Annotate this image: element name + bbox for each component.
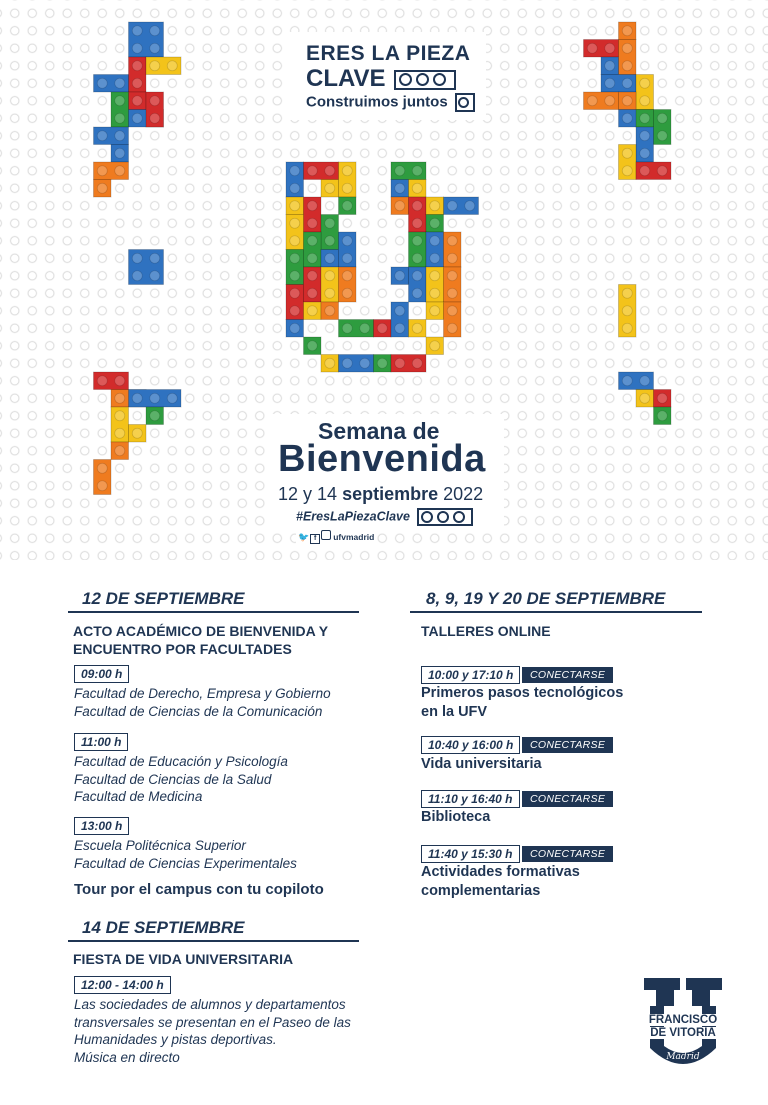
lego-stud [97, 183, 107, 193]
facebook-icon: f [310, 534, 320, 544]
lego-stud [587, 43, 597, 53]
lego-stud [395, 358, 405, 368]
description-line: Música en directo [74, 1049, 180, 1065]
lego-stud [307, 236, 317, 246]
lego-stud [430, 271, 440, 281]
workshop-line: complementarias [421, 883, 541, 899]
lego-stud [290, 323, 300, 333]
lego-stud [430, 288, 440, 298]
lego-stud [395, 201, 405, 211]
lego-stud [150, 26, 160, 36]
lego-stud [290, 288, 300, 298]
faculty-item: Facultad de Derecho, Empresa y Gobierno [74, 686, 331, 701]
lego-stud [605, 78, 615, 88]
faculty-item: Facultad de Educación y Psicología [74, 754, 288, 769]
lego-stud [115, 78, 125, 88]
slogan-line2 [306, 65, 456, 93]
lego-stud [412, 271, 422, 281]
lego-stud [115, 131, 125, 141]
lego-stud [395, 306, 405, 316]
logo-line1: FRANCISCO [640, 1014, 726, 1026]
divider [68, 611, 359, 613]
slogan-line3 [306, 93, 475, 112]
lego-stud [132, 428, 142, 438]
workshop-line: Biblioteca [421, 809, 491, 825]
lego-stud [132, 253, 142, 263]
lego-stud [447, 236, 457, 246]
lego-stud [150, 393, 160, 403]
date-12-sept: 12 DE SEPTIEMBRE [82, 589, 245, 608]
time-badge: 13:00 h [74, 817, 129, 835]
lego-stud [167, 393, 177, 403]
lego-stud [377, 358, 387, 368]
lego-stud [447, 323, 457, 333]
time-badge: 09:00 h [74, 665, 129, 683]
lego-stud [412, 323, 422, 333]
hashtag-row [296, 508, 473, 526]
twitter-icon: 🐦 [298, 532, 310, 542]
dates-prefix: 12 y 14 [278, 484, 338, 504]
time-badge: 11:40 y 15:30 h [421, 845, 520, 863]
lego-stud [290, 236, 300, 246]
lego-stud [132, 271, 142, 281]
event-dates [278, 484, 483, 505]
time-badge: 12:00 - 14:00 h [74, 976, 171, 994]
logo-script: Madrid [666, 1052, 700, 1062]
section-title-fiesta: FIESTA DE VIDA UNIVERSITARIA [73, 951, 294, 967]
lego-stud [132, 393, 142, 403]
section-title-acto [73, 622, 328, 658]
campus-tour: Tour por el campus con tu copiloto [74, 881, 324, 898]
lego-stud [97, 166, 107, 176]
faculty-item: Escuela Politécnica Superior [74, 838, 246, 853]
lego-stud [307, 306, 317, 316]
dates-month: septiembre [342, 484, 439, 504]
lego-stud [465, 201, 475, 211]
lego-stud [430, 236, 440, 246]
lego-stud [325, 218, 335, 228]
lego-stud [657, 131, 667, 141]
lego-stud [395, 323, 405, 333]
slogan-clave: CLAVE [306, 65, 386, 92]
lego-stud [290, 201, 300, 211]
lego-stud [587, 96, 597, 106]
lego-stud [360, 358, 370, 368]
lego-stud [430, 253, 440, 263]
lego-stud [412, 201, 422, 211]
connect-button[interactable]: CONECTARSE [522, 737, 613, 753]
lego-stud [342, 323, 352, 333]
lego-stud [430, 306, 440, 316]
lego-stud [657, 393, 667, 403]
section-title-talleres: TALLERES ONLINE [421, 623, 551, 639]
time-badge: 11:10 y 16:40 h [421, 790, 520, 808]
lego-stud [115, 113, 125, 123]
lego-piece-small-icon [417, 508, 473, 526]
lego-stud [622, 323, 632, 333]
lego-stud [132, 43, 142, 53]
lego-stud [290, 218, 300, 228]
lego-stud [307, 166, 317, 176]
event-title: Bienvenida [278, 438, 486, 480]
lego-stud [377, 323, 387, 333]
time-badge: 10:00 y 17:10 h [421, 666, 520, 684]
time-badge: 11:00 h [74, 733, 128, 751]
lego-stud [115, 446, 125, 456]
lego-stud [412, 183, 422, 193]
lego-stud [150, 113, 160, 123]
lego-stud [115, 166, 125, 176]
date-14-sept: 14 DE SEPTIEMBRE [82, 918, 245, 937]
lego-stud [605, 61, 615, 71]
workshop-line: Vida universitaria [421, 756, 542, 772]
lego-stud [307, 288, 317, 298]
divider [410, 611, 702, 613]
lego-stud [150, 43, 160, 53]
lego-stud [150, 96, 160, 106]
lego-piece-icon [394, 70, 456, 90]
lego-stud [412, 236, 422, 246]
lego-stud [325, 183, 335, 193]
lego-stud [325, 271, 335, 281]
lego-stud [325, 358, 335, 368]
workshop-title [421, 755, 542, 774]
social-handle: ufvmadrid [333, 532, 375, 542]
lego-stud [342, 201, 352, 211]
faculty-item: Facultad de Ciencias Experimentales [74, 855, 297, 871]
lego-stud [325, 166, 335, 176]
lego-stud [447, 201, 457, 211]
lego-stud [150, 271, 160, 281]
lego-stud [150, 253, 160, 263]
lego-stud [640, 393, 650, 403]
lego-stud [307, 253, 317, 263]
workshop-line: Primeros pasos tecnológicos [421, 685, 624, 701]
lego-stud [132, 78, 142, 88]
workshop-title [421, 684, 623, 722]
dates-year: 2022 [443, 484, 484, 504]
lego-stud [430, 218, 440, 228]
lego-stud [640, 376, 650, 386]
lego-stud [325, 306, 335, 316]
lego-stud [360, 323, 370, 333]
lego-stud [132, 26, 142, 36]
divider [68, 940, 359, 942]
logo-line2: DE VITORIA [640, 1027, 726, 1039]
lego-stud [640, 96, 650, 106]
lego-stud [622, 288, 632, 298]
lego-stud [115, 376, 125, 386]
lego-stud [97, 481, 107, 491]
lego-stud [342, 358, 352, 368]
lego-stud [430, 341, 440, 351]
lego-stud [605, 96, 615, 106]
workshop-line: Actividades formativas [421, 864, 580, 880]
lego-stud [605, 43, 615, 53]
lego-stud [622, 43, 632, 53]
lego-stud [115, 96, 125, 106]
lego-stud [447, 253, 457, 263]
description-line: Las sociedades de alumnos y departamentos [74, 997, 346, 1012]
lego-stud [395, 183, 405, 193]
faculty-item: Facultad de Ciencias de la Salud [74, 771, 272, 787]
lego-stud [342, 166, 352, 176]
connect-button[interactable]: CONECTARSE [522, 846, 613, 862]
lego-stud [290, 271, 300, 281]
lego-stud [290, 183, 300, 193]
lego-stud [657, 411, 667, 421]
lego-stud [115, 148, 125, 158]
slogan-construimos: Construimos juntos [306, 93, 448, 111]
lego-stud [325, 253, 335, 263]
event-line1: Semana de [318, 418, 440, 444]
lego-stud [412, 288, 422, 298]
lego-stud [447, 306, 457, 316]
lego-stud [412, 253, 422, 263]
lego-stud-icon [455, 93, 475, 112]
lego-stud [342, 236, 352, 246]
lego-stud [622, 78, 632, 88]
lego-stud [412, 218, 422, 228]
faculty-item: Facultad de Ciencias de la Comunicación [74, 703, 323, 719]
lego-stud [342, 271, 352, 281]
lego-stud [412, 166, 422, 176]
title-line: ACTO ACADÉMICO DE BIENVENIDA Y [73, 623, 329, 639]
lego-stud [622, 61, 632, 71]
time-badge: 10:40 y 16:00 h [421, 736, 520, 754]
connect-button[interactable]: CONECTARSE [522, 667, 613, 683]
social-row [296, 530, 376, 544]
lego-stud [622, 26, 632, 36]
lego-stud [412, 358, 422, 368]
lego-stud [132, 61, 142, 71]
lego-stud [150, 61, 160, 71]
workshop-title [421, 863, 580, 901]
slogan-line1: ERES LA PIEZA [306, 42, 471, 65]
lego-stud [97, 78, 107, 88]
lego-stud [97, 376, 107, 386]
event-panel [268, 414, 504, 530]
lego-stud [290, 166, 300, 176]
lego-stud [342, 288, 352, 298]
slogan-panel [286, 32, 486, 120]
lego-stud [622, 96, 632, 106]
lego-stud [307, 201, 317, 211]
faculty-list [74, 753, 288, 806]
lego-stud [307, 271, 317, 281]
lego-stud [132, 96, 142, 106]
lego-stud [325, 236, 335, 246]
lego-stud [97, 131, 107, 141]
title-line: ENCUENTRO POR FACULTADES [73, 641, 292, 657]
lego-stud [307, 341, 317, 351]
lego-stud [342, 253, 352, 263]
lego-stud [622, 148, 632, 158]
date-online-workshops: 8, 9, 19 Y 20 DE SEPTIEMBRE [426, 589, 666, 608]
lego-stud [640, 113, 650, 123]
lego-stud [657, 166, 667, 176]
lego-stud [395, 166, 405, 176]
lego-stud [430, 201, 440, 211]
lego-stud [342, 183, 352, 193]
lego-stud [622, 376, 632, 386]
workshop-line: en la UFV [421, 704, 488, 720]
description-line: transversales se presentan en el Paseo de las [74, 1014, 351, 1030]
ufv-logo [640, 976, 726, 1072]
lego-stud [115, 428, 125, 438]
connect-button[interactable]: CONECTARSE [522, 791, 613, 807]
fiesta-description [74, 996, 351, 1066]
lego-stud [290, 306, 300, 316]
faculty-list [74, 837, 297, 872]
lego-stud [132, 113, 142, 123]
lego-stud [622, 113, 632, 123]
faculty-item: Facultad de Medicina [74, 789, 203, 804]
hashtag: #EresLaPiezaClave [296, 509, 410, 524]
lego-stud [167, 61, 177, 71]
lego-stud [622, 306, 632, 316]
faculty-list [74, 685, 331, 720]
instagram-icon [321, 530, 331, 540]
lego-stud [622, 166, 632, 176]
lego-stud [97, 463, 107, 473]
lego-stud [150, 411, 160, 421]
lego-stud [640, 78, 650, 88]
lego-stud [657, 113, 667, 123]
lego-stud [290, 253, 300, 263]
lego-stud [115, 411, 125, 421]
lego-stud [640, 166, 650, 176]
description-line: Humanidades y pistas deportivas. [74, 1032, 277, 1047]
lego-stud [447, 288, 457, 298]
lego-stud [115, 393, 125, 403]
workshop-title [421, 808, 490, 827]
lego-stud [307, 218, 317, 228]
lego-stud [325, 288, 335, 298]
lego-stud [640, 131, 650, 141]
lego-stud [447, 271, 457, 281]
lego-stud [395, 271, 405, 281]
lego-stud [640, 148, 650, 158]
